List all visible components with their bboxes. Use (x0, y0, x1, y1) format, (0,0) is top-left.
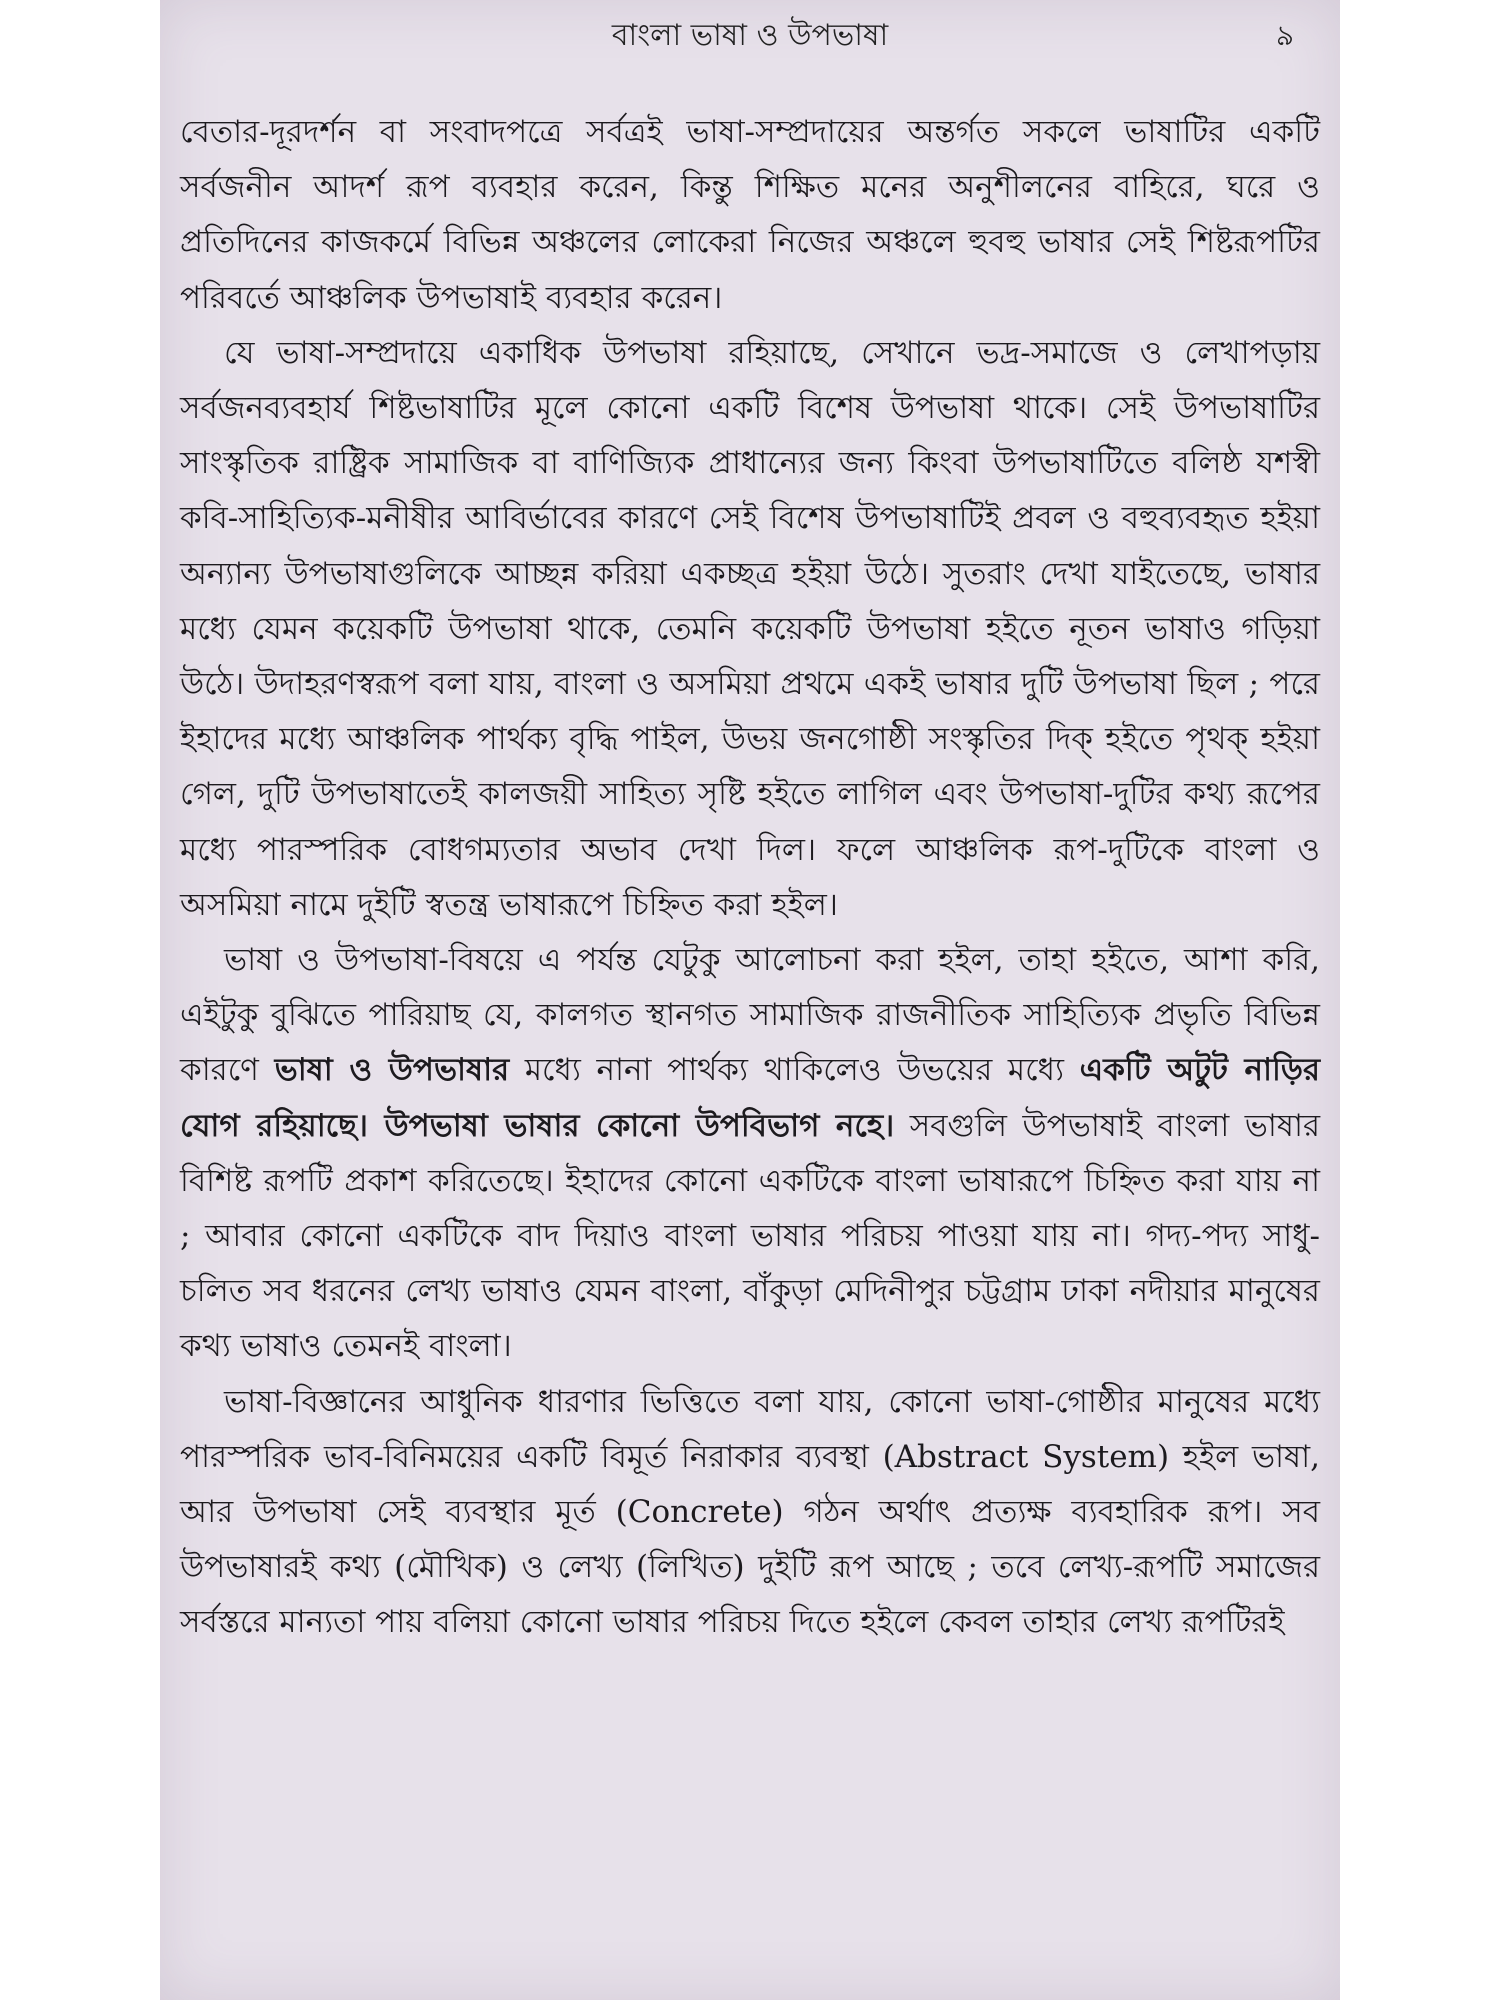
paragraph-3-text-end: সবগুলি উপভাষাই বাংলা ভাষার বিশিষ্ট রূপটি প্রকাশ করিতেছে। ইহাদের কোনো একটিকে বাংলা ভাষারূপে চিহ্নিত করা যায় না ; আবার কোনো একটিকে বাদ দিয়াও বাংলা ভাষার পরিচয় পাওয়া যায় না। গদ্য-পদ্য সাধু-চলিত সব ধরনের লেখ্য ভাষাও যেমন বাংলা, বাঁকুড়া মেদিনীপুর চট্টগ্রাম ঢাকা নদীয়ার মানুষের কথ্য ভাষাও তেমনই বাংলা। (180, 1107, 1320, 1365)
paragraph-3-bold-phrase-2: একটি অটুট নাড়ির যোগ রহিয়াছে। উপভাষা ভাষার কোনো উপবিভাগ নহে। (180, 1052, 1320, 1144)
body-text (180, 105, 1320, 1651)
paragraph-3-text-start: ভাষা ও উপভাষা-বিষয়ে এ পর্যন্ত যেটুকু আলোচনা করা হইল, তাহা হইতে, আশা করি, এইটুকু বুঝিতে পারিয়াছ যে, কালগত স্থানগত সামাজিক রাজনীতিক সাহিত্যিক প্রভৃতি বিভিন্ন কারণে (180, 942, 1320, 1089)
paragraph-4: ভাষা-বিজ্ঞানের আধুনিক ধারণার ভিত্তিতে বলা যায়, কোনো ভাষা-গোষ্ঠীর মানুষের মধ্যে পারস্পরিক ভাব-বিনিময়ের একটি বিমূর্ত নিরাকার ব্যবস্থা (Abstract System) হইল ভাষা, আর উপভাষা সেই ব্যবস্থার মূর্ত (Concrete) গঠন অর্থাৎ প্রত্যক্ষ ব্যবহারিক রূপ। সব উপভাষারই কথ্য (মৌখিক) ও লেখ্য (লিখিত) দুইটি রূপ আছে ; তবে লেখ্য-রূপটি সমাজের সর্বস্তরে মান্যতা পায় বলিয়া কোনো ভাষার পরিচয় দিতে হইলে কেবল তাহার লেখ্য রূপটিরই (180, 1383, 1320, 1641)
page-number: ৯ (1275, 19, 1294, 52)
paragraph-3-text-middle: মধ্যে নানা পার্থক্য থাকিলেও উভয়ের মধ্যে (509, 1052, 1080, 1089)
paragraph-1: বেতার-দূরদর্শন বা সংবাদপত্রে সর্বত্রই ভাষা-সম্প্রদায়ের অন্তর্গত সকলে ভাষাটির একটি সর্বজনীন আদর্শ রূপ ব্যবহার করেন, কিন্তু শিক্ষিত মনের অনুশীলনের বাহিরে, ঘরে ও প্রতিদিনের কাজকর্মে বিভিন্ন অঞ্চলের লোকেরা নিজের অঞ্চলে হুবহু ভাষার সেই শিষ্টরূপটির পরিবর্তে আঞ্চলিক উপভাষাই ব্যবহার করেন। (180, 114, 1320, 316)
running-header (160, 14, 1340, 58)
paragraph-3 (180, 933, 1320, 1375)
paragraph-3-bold-phrase-1: ভাষা ও উপভাষার (274, 1052, 510, 1089)
paragraph-2: যে ভাষা-সম্প্রদায়ে একাধিক উপভাষা রহিয়াছে, সেখানে ভদ্র-সমাজে ও লেখাপড়ায় সর্বজনব্যবহার্য শিষ্টভাষাটির মূলে কোনো একটি বিশেষ উপভাষা থাকে। সেই উপভাষাটির সাংস্কৃতিক রাষ্ট্রিক সামাজিক বা বাণিজ্যিক প্রাধান্যের জন্য কিংবা উপভাষাটিতে বলিষ্ঠ যশস্বী কবি-সাহিত্যিক-মনীষীর আবির্ভাবের কারণে সেই বিশেষ উপভাষাটিই প্রবল ও বহুব্যবহৃত হইয়া অন্যান্য উপভাষাগুলিকে আচ্ছন্ন করিয়া একচ্ছত্র হইয়া উঠে। সুতরাং দেখা যাইতেছে, ভাষার মধ্যে যেমন কয়েকটি উপভাষা থাকে, তেমনি কয়েকটি উপভাষা হইতে নূতন ভাষাও গড়িয়া উঠে। উদাহরণস্বরূপ বলা যায়, বাংলা ও অসমিয়া প্রথমে একই ভাষার দুটি উপভাষা ছিল ; পরে ইহাদের মধ্যে আঞ্চলিক পার্থক্য বৃদ্ধি পাইল, উভয় জনগোষ্ঠী সংস্কৃতির দিক্ হইতে পৃথক্ হইয়া গেল, দুটি উপভাষাতেই কালজয়ী সাহিত্য সৃষ্টি হইতে লাগিল এবং উপভাষা-দুটির কথ্য রূপের মধ্যে পারস্পরিক বোধগম্যতার অভাব দেখা দিল। ফলে আঞ্চলিক রূপ-দুটিকে বাংলা ও অসমিয়া নামে দুইটি স্বতন্ত্র ভাষারূপে চিহ্নিত করা হইল। (180, 334, 1320, 923)
book-page (160, 0, 1340, 2000)
chapter-title: বাংলা ভাষা ও উপভাষা (611, 18, 889, 53)
